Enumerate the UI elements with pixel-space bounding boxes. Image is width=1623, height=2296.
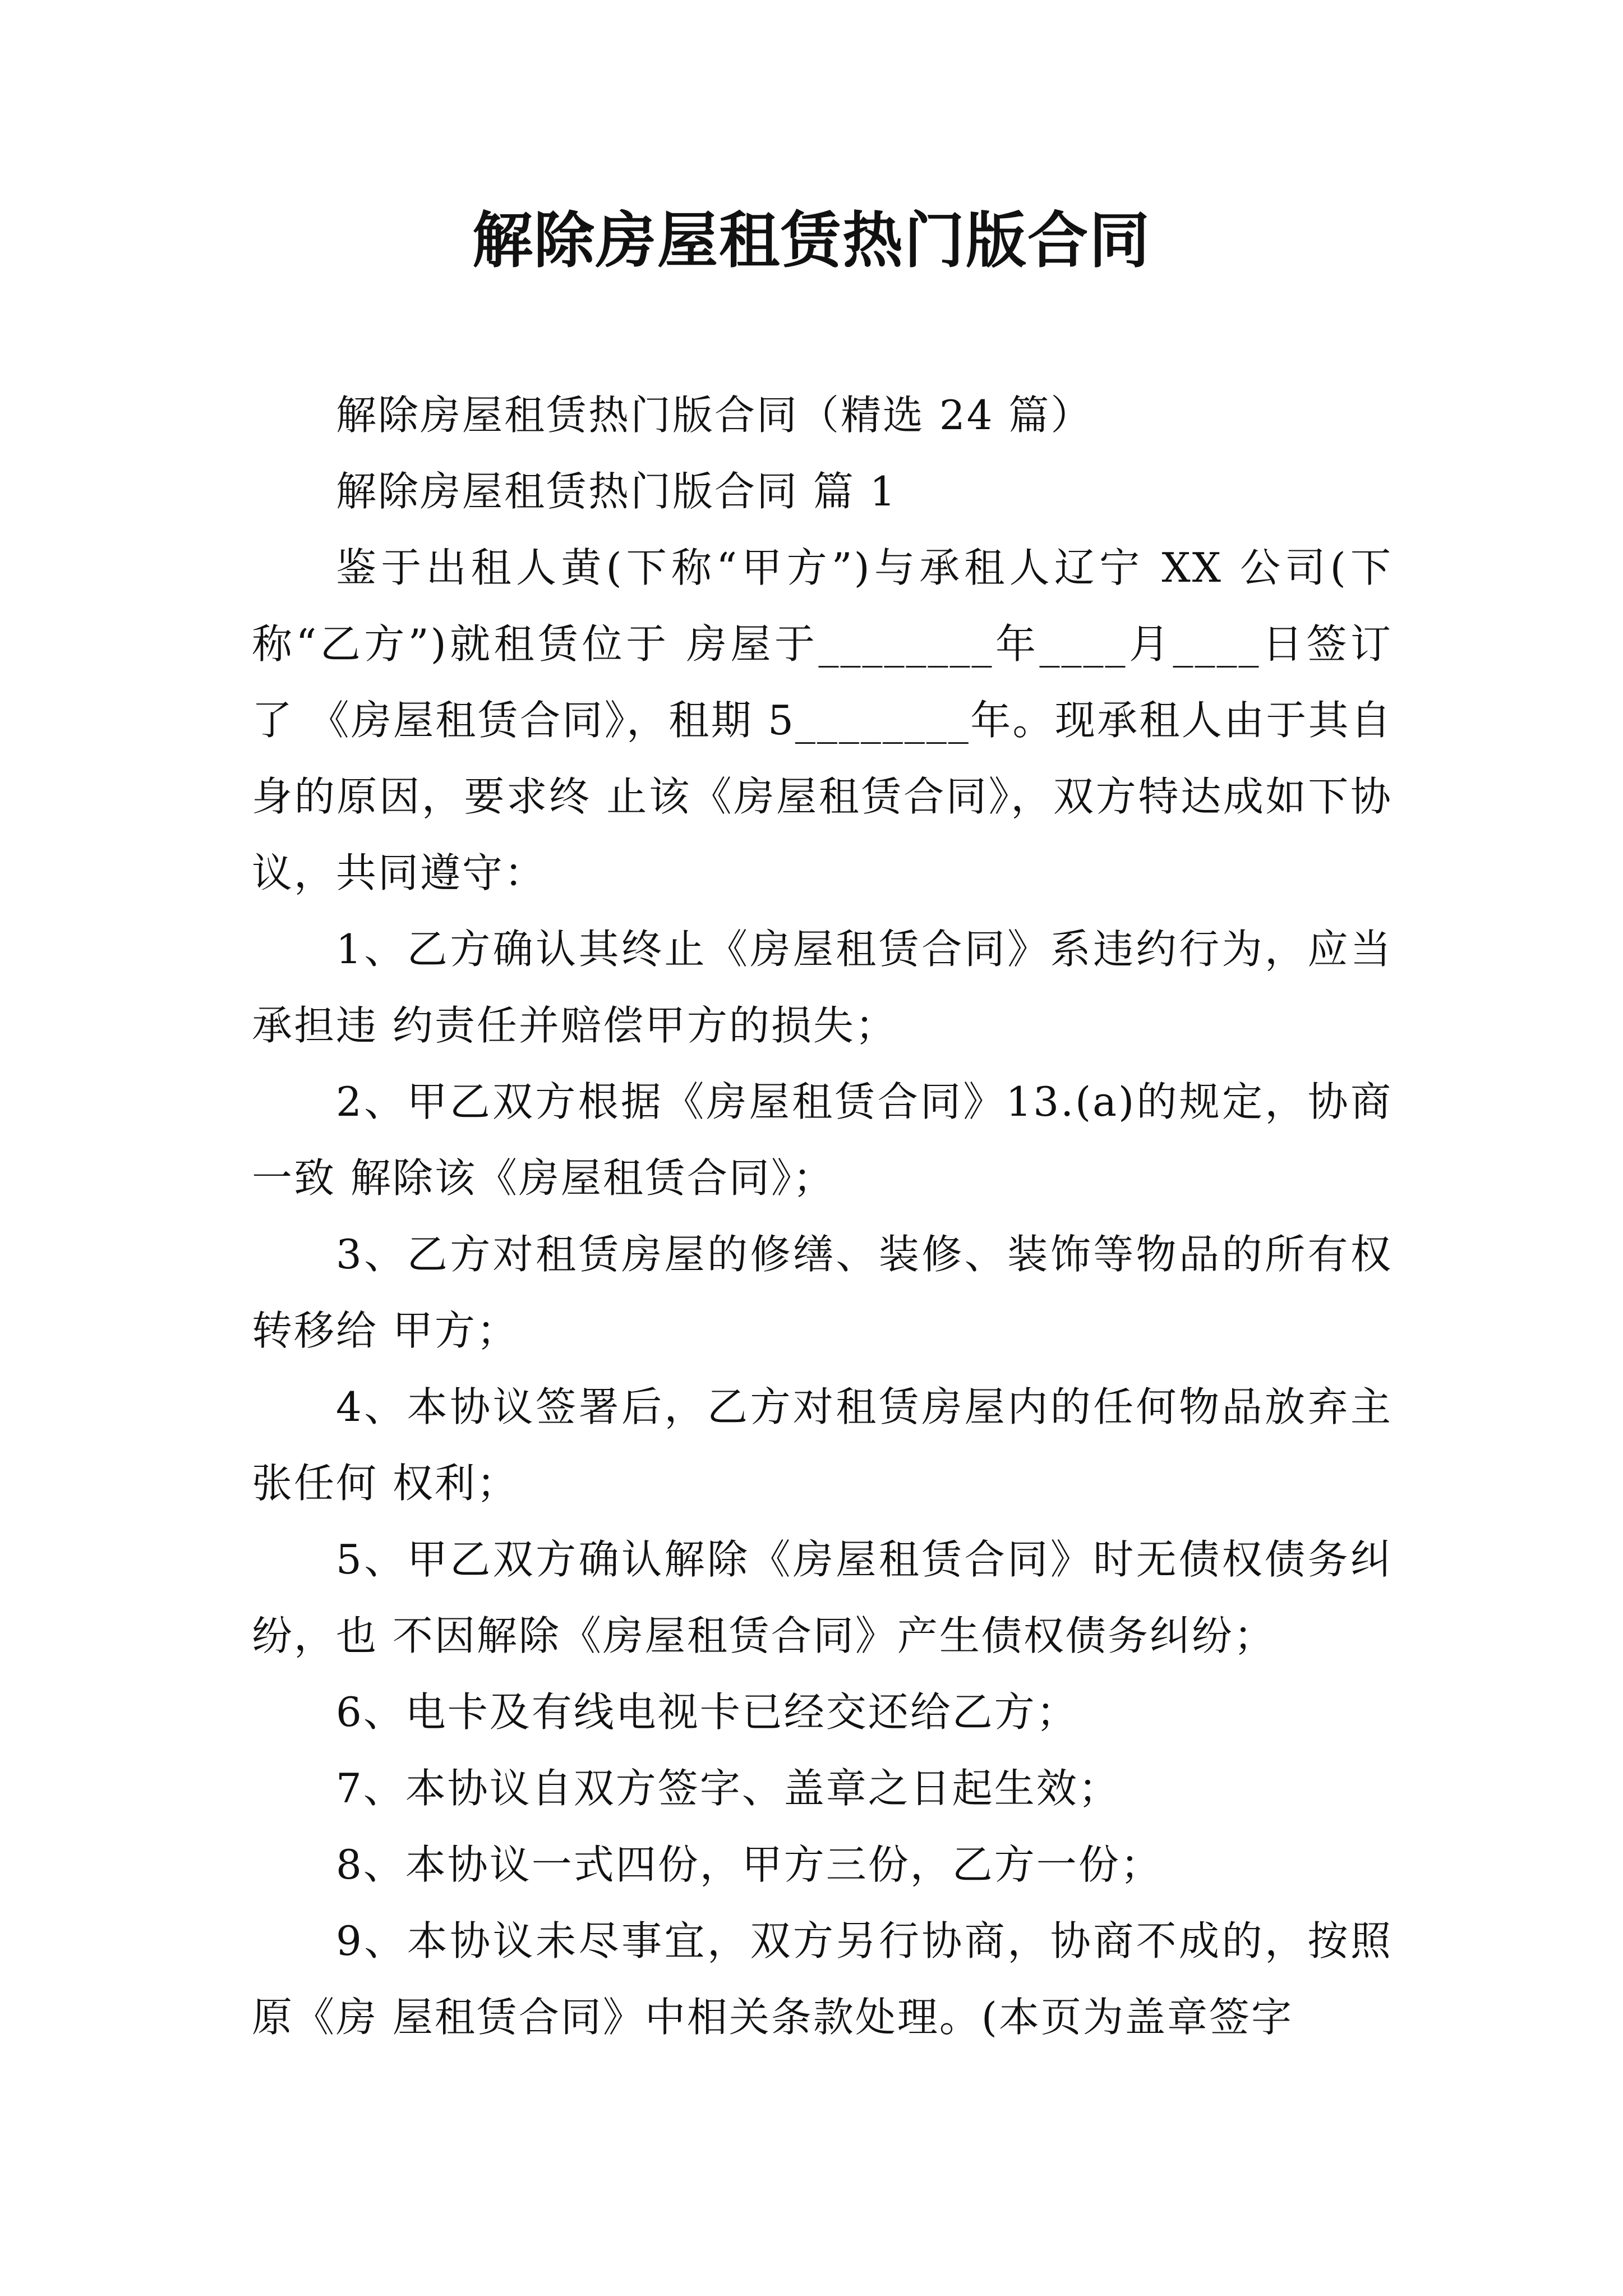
paragraph-section-heading: 解除房屋租赁热门版合同 篇 1: [336, 468, 897, 515]
paragraph-subtitle: 解除房屋租赁热门版合同（精选 24 篇）: [336, 392, 1093, 439]
clause-5: 5、甲乙双方确认解除《房屋租赁合同》时无债权债务纠纷，也 不因解除《房屋租赁合同》产生债权债务纠纷；: [252, 1536, 1393, 1659]
document-title: 解除房屋租赁热门版合同: [472, 206, 1151, 276]
clause-3: 3、乙方对租赁房屋的修缮、装修、装饰等物品的所有权转移给 甲方；: [252, 1231, 1393, 1354]
document-body: [252, 377, 1393, 2055]
clause-8: 8、本协议一式四份，甲方三份，乙方一份；: [336, 1841, 1163, 1888]
clause-2: 2、甲乙双方根据《房屋租赁合同》13.(a)的规定，协商一致 解除该《房屋租赁合同》；: [252, 1078, 1393, 1202]
paragraph-preamble: 鉴于出租人黄(下称“甲方”)与承租人辽宁 XX 公司(下称“乙方”)就租赁位于 房屋于________年____月____日签订了 《房屋租赁合同》，租期 5________年。现承租人由于其自身的原因，要求终 止该《房屋租赁合同》，双方特达成如下协议，共同遵守：: [252, 544, 1393, 896]
clause-7: 7、本协议自双方签字、盖章之日起生效；: [336, 1765, 1121, 1812]
clause-6: 6、电卡及有线电视卡已经交还给乙方；: [336, 1688, 1078, 1736]
clause-1: 1、乙方确认其终止《房屋租赁合同》系违约行为，应当承担违 约责任并赔偿甲方的损失；: [252, 926, 1393, 1049]
clause-9: 9、本协议未尽事宜，双方另行协商，协商不成的，按照原《房 屋租赁合同》中相关条款处理。(本页为盖章签字: [252, 1917, 1393, 2041]
clause-4: 4、本协议签署后，乙方对租赁房屋内的任何物品放弃主张任何 权利；: [252, 1383, 1393, 1507]
